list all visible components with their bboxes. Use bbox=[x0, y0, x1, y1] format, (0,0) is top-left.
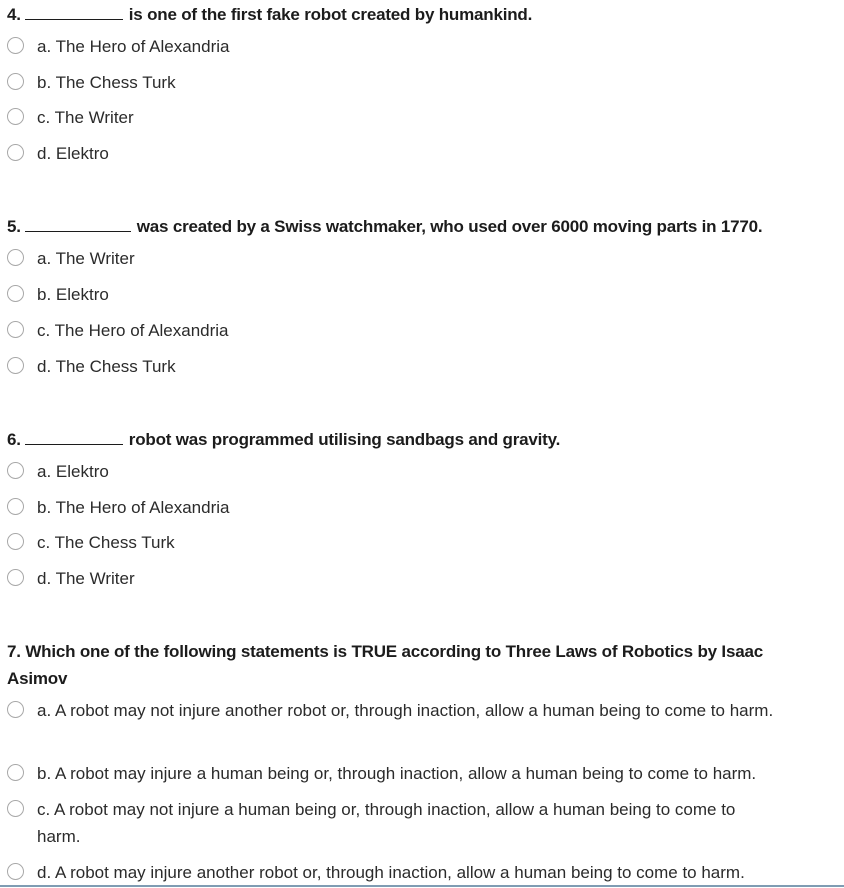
question-7-prompt bbox=[7, 638, 807, 692]
answer-blank bbox=[25, 2, 123, 20]
option-a[interactable] bbox=[7, 33, 807, 60]
question-number: 5. bbox=[7, 217, 21, 236]
option-label: c. The Hero of Alexandria bbox=[37, 321, 229, 340]
radio-button[interactable] bbox=[7, 569, 24, 586]
option-label: d. Elektro bbox=[37, 144, 109, 163]
question-5 bbox=[7, 213, 837, 376]
option-d[interactable] bbox=[7, 353, 807, 380]
option-label: b. Elektro bbox=[37, 285, 109, 304]
option-label: c. A robot may not injure a human being or, through inaction, allow a human being to come to harm. bbox=[37, 800, 736, 846]
question-number: 6. bbox=[7, 430, 21, 449]
question-5-prompt bbox=[7, 213, 837, 240]
question-number: 4. bbox=[7, 5, 21, 24]
option-b[interactable] bbox=[7, 494, 807, 521]
option-c[interactable] bbox=[7, 529, 807, 556]
option-a[interactable] bbox=[7, 245, 807, 272]
option-b[interactable] bbox=[7, 281, 807, 308]
question-4 bbox=[7, 1, 837, 163]
option-c[interactable] bbox=[7, 104, 807, 131]
question-text: Which one of the following statements is TRUE according to Three Laws of Robotics by Isaac Asimov bbox=[7, 642, 763, 688]
option-d[interactable] bbox=[7, 140, 807, 167]
option-label: d. A robot may injure another robot or, through inaction, allow a human being to come to harm. bbox=[37, 863, 745, 882]
question-text: robot was programmed utilising sandbags and gravity. bbox=[128, 430, 561, 449]
radio-button[interactable] bbox=[7, 37, 24, 54]
radio-button[interactable] bbox=[7, 144, 24, 161]
option-label: c. The Writer bbox=[37, 108, 134, 127]
question-6 bbox=[7, 426, 837, 588]
question-number: 7. bbox=[7, 642, 21, 661]
option-a[interactable] bbox=[7, 458, 807, 485]
option-label: b. The Hero of Alexandria bbox=[37, 498, 230, 517]
option-b[interactable] bbox=[7, 760, 807, 787]
option-a[interactable] bbox=[7, 697, 777, 724]
radio-button[interactable] bbox=[7, 800, 24, 817]
radio-button[interactable] bbox=[7, 533, 24, 550]
question-text: is one of the first fake robot created by humankind. bbox=[128, 5, 533, 24]
answer-blank bbox=[25, 214, 131, 232]
bottom-divider bbox=[0, 885, 844, 887]
radio-button[interactable] bbox=[7, 764, 24, 781]
option-c[interactable] bbox=[7, 317, 807, 344]
question-6-prompt bbox=[7, 426, 837, 453]
answer-blank bbox=[25, 427, 123, 445]
option-d[interactable] bbox=[7, 565, 807, 592]
option-label: d. The Chess Turk bbox=[37, 357, 176, 376]
question-7 bbox=[7, 638, 837, 882]
radio-button[interactable] bbox=[7, 357, 24, 374]
radio-button[interactable] bbox=[7, 73, 24, 90]
option-label: b. The Chess Turk bbox=[37, 73, 176, 92]
option-label: a. The Writer bbox=[37, 249, 135, 268]
option-label: a. Elektro bbox=[37, 462, 109, 481]
option-b[interactable] bbox=[7, 69, 807, 96]
option-c[interactable] bbox=[7, 796, 777, 850]
option-label: a. A robot may not injure another robot or, through inaction, allow a human being to come to harm. bbox=[37, 701, 774, 720]
question-4-prompt bbox=[7, 1, 837, 28]
radio-button[interactable] bbox=[7, 701, 24, 718]
question-text: was created by a Swiss watchmaker, who used over 6000 moving parts in 1770. bbox=[136, 217, 763, 236]
radio-button[interactable] bbox=[7, 285, 24, 302]
option-d[interactable] bbox=[7, 859, 807, 886]
radio-button[interactable] bbox=[7, 249, 24, 266]
radio-button[interactable] bbox=[7, 321, 24, 338]
option-label: c. The Chess Turk bbox=[37, 533, 175, 552]
option-label: b. A robot may injure a human being or, through inaction, allow a human being to come to harm. bbox=[37, 764, 757, 783]
radio-button[interactable] bbox=[7, 498, 24, 515]
radio-button[interactable] bbox=[7, 863, 24, 880]
radio-button[interactable] bbox=[7, 108, 24, 125]
radio-button[interactable] bbox=[7, 462, 24, 479]
option-label: d. The Writer bbox=[37, 569, 135, 588]
option-label: a. The Hero of Alexandria bbox=[37, 37, 230, 56]
